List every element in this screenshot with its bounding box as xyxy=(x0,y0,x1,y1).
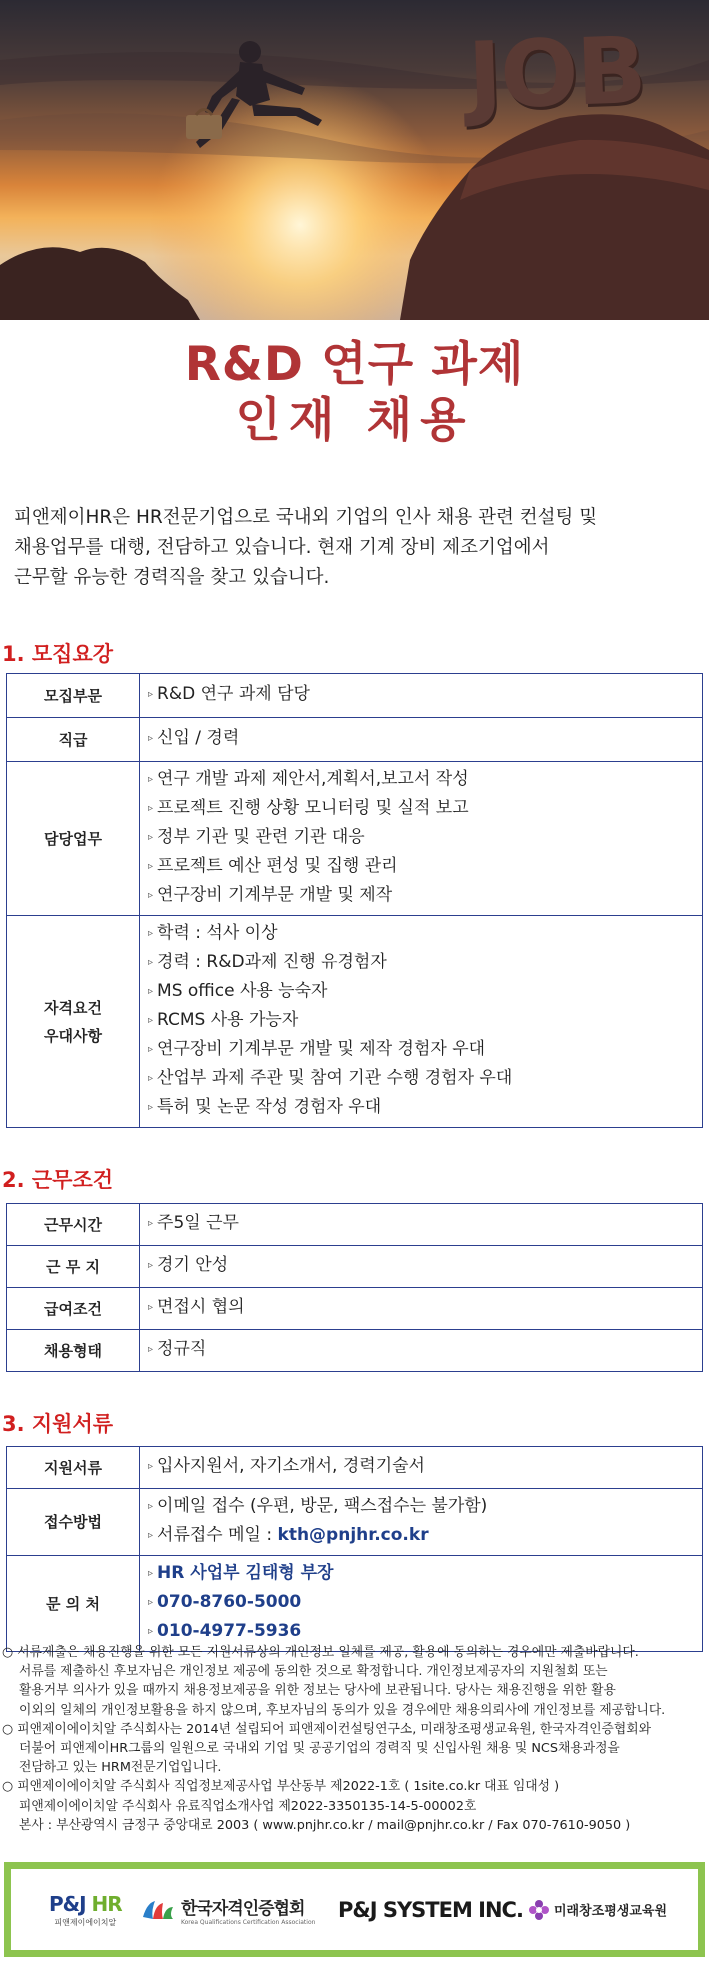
row-value xyxy=(140,674,703,718)
dept-value: R&D 연구 과제 담당 xyxy=(157,684,310,704)
note-line: 활용거부 의사가 있을 때까지 채용정보제공을 위한 정보는 당사에 보관됩니다. 당사는 채용진행을 위한 활용 xyxy=(19,1683,616,1699)
list-item: 정부 기관 및 관련 기관 대응 xyxy=(157,827,365,847)
bullet-icon: ▹ xyxy=(148,1044,154,1055)
intro-text xyxy=(14,503,704,593)
row-value xyxy=(140,762,703,916)
bullet-icon: ▹ xyxy=(148,832,154,843)
list-item: 특허 및 논문 작성 경험자 우대 xyxy=(157,1097,382,1117)
bullet-icon: ▹ xyxy=(148,1530,154,1541)
bullet-icon: ▹ xyxy=(148,1501,154,1512)
bullet-icon: ▹ xyxy=(148,733,154,744)
table-row xyxy=(7,1330,703,1372)
bullet-icon: ▹ xyxy=(148,861,154,872)
row-value xyxy=(140,1288,703,1330)
contact-mobile[interactable]: 010-4977-5936 xyxy=(157,1621,302,1641)
email-link[interactable]: kth@pnjhr.co.kr xyxy=(277,1525,429,1545)
row-label: 급여조건 xyxy=(7,1288,140,1330)
note-line: 피앤제이에이치알 주식회사는 2014년 설립되어 피앤제이컨설팅연구소, 미래창조평생교육원, 한국자격인증협회와 xyxy=(17,1721,652,1737)
bullet-icon: ▹ xyxy=(148,986,154,997)
table-row xyxy=(7,762,703,916)
bullet-icon: ▹ xyxy=(148,689,154,700)
section-title-conditions: 2. 근무조건 xyxy=(2,1168,114,1192)
intro-line: 채용업무를 대행, 전담하고 있습니다. 현재 기계 장비 제조기업에서 xyxy=(14,537,550,558)
list-item: RCMS 사용 가능자 xyxy=(157,1010,299,1030)
rank-value: 신입 / 경력 xyxy=(157,728,240,748)
bullet-icon: ▹ xyxy=(148,774,154,785)
bullet-icon: ▹ xyxy=(148,1260,154,1271)
pj-logo-text: P&J xyxy=(49,1891,86,1916)
table-row xyxy=(7,1246,703,1288)
mirae-logo-text: 미래창조평생교육원 xyxy=(554,1904,668,1919)
table-row xyxy=(7,1447,703,1489)
hours-value: 주5일 근무 xyxy=(157,1213,239,1233)
intro-line: 피앤제이HR은 HR전문기업으로 국내외 기업의 인사 채용 관련 컨설팅 및 xyxy=(14,507,598,528)
hero-image xyxy=(0,0,709,320)
place-value: 경기 안성 xyxy=(157,1255,229,1275)
recruit-table xyxy=(6,673,703,1128)
contact-person: HR 사업부 김태형 부장 xyxy=(157,1563,334,1583)
row-label: 모집부문 xyxy=(7,674,140,718)
table-row xyxy=(7,718,703,762)
section-title-recruit: 1. 모집요강 xyxy=(2,642,114,666)
pj-system-logo: P&J SYSTEM INC. xyxy=(338,1897,523,1922)
row-value xyxy=(140,1556,703,1652)
bullet-icon: ▹ xyxy=(148,1218,154,1229)
apply-table xyxy=(6,1446,703,1652)
note-circle-icon: ○ xyxy=(2,1645,14,1660)
list-item: 프로젝트 예산 편성 및 집행 관리 xyxy=(157,856,398,876)
note-circle-icon: ○ xyxy=(2,1779,14,1795)
note-line: 피앤제이에이치알 주식회사 직업정보제공사업 부산동부 제2022-1호 ( 1site.co.kr 대표 임대성 ) xyxy=(17,1779,560,1795)
row-label: 담당업무 xyxy=(7,762,140,916)
pj-logo-hr: HR xyxy=(85,1891,122,1916)
docs-value: 입사지원서, 자기소개서, 경력기술서 xyxy=(157,1456,425,1476)
bullet-icon: ▹ xyxy=(148,1073,154,1084)
note-line: 서류제출은 채용진행을 위한 모든 지원서류상의 개인정보 일체를 제공, 활용에 동의하는 경우에만 제출바랍니다. xyxy=(17,1645,639,1660)
row-value xyxy=(140,1204,703,1246)
bullet-icon: ▹ xyxy=(148,890,154,901)
pay-value: 면접시 협의 xyxy=(157,1297,245,1317)
conditions-table xyxy=(6,1203,703,1372)
list-item: MS office 사용 능숙자 xyxy=(157,981,328,1001)
kqca-logo-sub: Korea Qualifications Certification Association xyxy=(181,1918,316,1926)
list-item: 학력 : 석사 이상 xyxy=(157,923,278,943)
table-row xyxy=(7,674,703,718)
method-value: 이메일 접수 (우편, 방문, 팩스접수는 불가함) xyxy=(157,1496,488,1516)
bullet-icon: ▹ xyxy=(148,803,154,814)
row-label: 채용형태 xyxy=(7,1330,140,1372)
list-item: 연구 개발 과제 제안서,계획서,보고서 작성 xyxy=(157,769,469,789)
qual-label-1: 자격요건 xyxy=(44,998,102,1017)
bullet-icon: ▹ xyxy=(148,1302,154,1313)
table-row xyxy=(7,1556,703,1652)
bullet-icon: ▹ xyxy=(148,1015,154,1026)
pj-logo-sub: 피앤제이에이치알 xyxy=(54,1917,117,1927)
note-line: 서류를 제출하신 후보자님은 개인정보 제공에 동의한 것으로 확정합니다. 개인정보제공자의 지원철회 또는 xyxy=(19,1664,608,1680)
bullet-icon: ▹ xyxy=(148,1568,154,1579)
note-line: 이외의 일체의 개인정보활용을 하지 않으며, 후보자님의 동의가 있을 경우에만 채용의뢰사에 개인정보를 제공합니다. xyxy=(19,1702,666,1718)
pj-hr-logo xyxy=(49,1869,122,1950)
list-item: 경력 : R&D과제 진행 유경험자 xyxy=(157,952,387,972)
contact-phone[interactable]: 070-8760-5000 xyxy=(157,1592,302,1612)
row-value xyxy=(140,1330,703,1372)
list-item: 연구장비 기계부문 개발 및 제작 경험자 우대 xyxy=(157,1039,486,1059)
note-circle-icon: ○ xyxy=(2,1721,14,1737)
table-row xyxy=(7,916,703,1128)
list-item: 연구장비 기계부문 개발 및 제작 xyxy=(157,885,393,905)
row-value xyxy=(140,1489,703,1556)
row-value xyxy=(140,1246,703,1288)
mirae-logo xyxy=(528,1869,667,1950)
row-label: 접수방법 xyxy=(7,1489,140,1556)
table-row xyxy=(7,1288,703,1330)
row-label xyxy=(7,916,140,1128)
list-item: 프로젝트 진행 상황 모니터링 및 실적 보고 xyxy=(157,798,469,818)
note-line: 더불어 피앤제이HR그룹의 일원으로 국내외 기업 및 공공기업의 경력직 및 신입사원 채용 및 NCS채용과정을 xyxy=(19,1741,620,1757)
type-value: 정규직 xyxy=(157,1339,207,1359)
section-title-apply: 3. 지원서류 xyxy=(2,1412,114,1436)
bullet-icon: ▹ xyxy=(148,957,154,968)
page-title-line-1: R&D 연구 과제 xyxy=(184,337,525,392)
table-row xyxy=(7,1204,703,1246)
row-value xyxy=(140,1447,703,1489)
email-label: 서류접수 메일 : xyxy=(157,1525,278,1545)
row-label: 지원서류 xyxy=(7,1447,140,1489)
note-line: 본사 : 부산광역시 금정구 중앙대로 2003 ( www.pnjhr.co.kr / mail@pnjhr.co.kr / Fax 070-7610-9050 ) xyxy=(19,1817,631,1833)
row-label: 근 무 지 xyxy=(7,1246,140,1288)
job-word: JOB xyxy=(466,16,647,131)
row-value xyxy=(140,718,703,762)
table-row xyxy=(7,1489,703,1556)
bullet-icon: ▹ xyxy=(148,1102,154,1113)
qual-label-2: 우대사항 xyxy=(44,1026,102,1045)
row-label: 직급 xyxy=(7,718,140,762)
bullet-icon: ▹ xyxy=(148,1461,154,1472)
footer-logos xyxy=(4,1862,705,1957)
mirae-flower-icon xyxy=(528,1899,550,1921)
note-line: 피앤제이에이치알 주식회사 유료직업소개사업 제2022-3350135-14-5-00002호 xyxy=(19,1798,477,1814)
note-line: 전담하고 있는 HRM전문기업입니다. xyxy=(19,1760,222,1776)
row-label: 근무시간 xyxy=(7,1204,140,1246)
intro-line: 근무할 유능한 경력직을 찾고 있습니다. xyxy=(14,567,330,588)
bullet-icon: ▹ xyxy=(148,928,154,939)
kqca-logo xyxy=(141,1869,315,1950)
bullet-icon: ▹ xyxy=(148,1597,154,1608)
row-label: 문 의 처 xyxy=(7,1556,140,1652)
notes xyxy=(2,1643,707,1835)
bullet-icon: ▹ xyxy=(148,1344,154,1355)
list-item: 산업부 과제 주관 및 참여 기관 수행 경험자 우대 xyxy=(157,1068,513,1088)
kqca-logo-text: 한국자격인증협회 xyxy=(181,1898,305,1919)
kqca-emblem-icon xyxy=(141,1897,175,1923)
bullet-icon: ▹ xyxy=(148,1626,154,1637)
row-value xyxy=(140,916,703,1128)
page-title-line-2: 인재 채용 xyxy=(235,393,474,448)
